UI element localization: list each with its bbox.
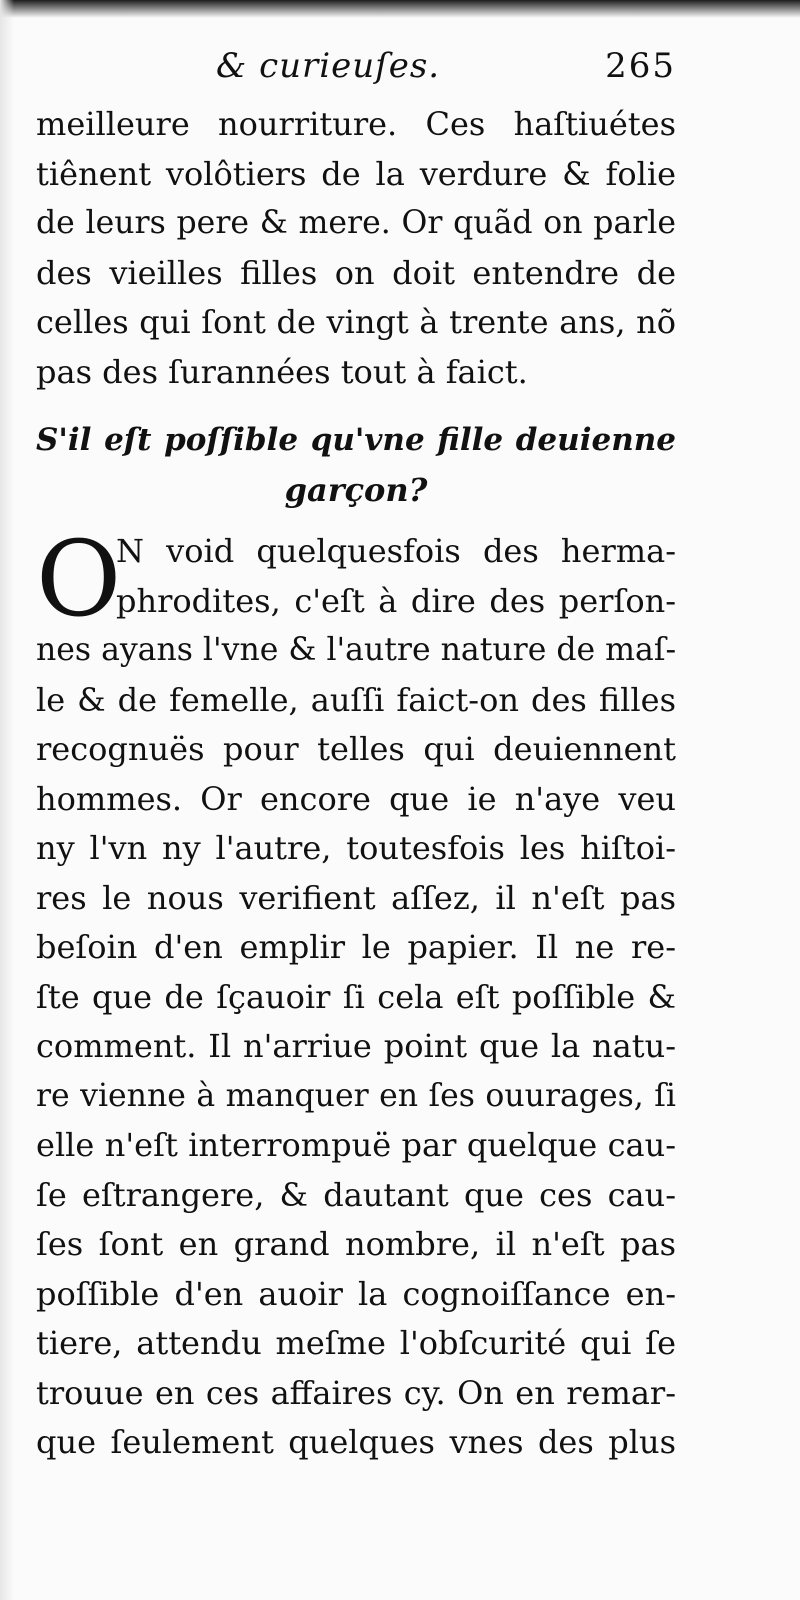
section-heading [36,415,676,515]
text-block [36,40,676,1468]
scan-page-edge [0,0,14,1600]
running-head [36,40,676,100]
text-line: ſe eſtrangere, & dautant que ces cau- [36,1175,676,1214]
text-line: tiênent volôtiers de la verdure & folie [36,154,676,193]
text-line: des vieilles filles on doit entendre de [36,253,676,292]
text-line: pas des ſurannées tout à faict. [36,352,528,391]
heading-line: S'il eſt poſſible qu'vne fille deuienne [36,422,676,458]
text-line: ſes ſont en grand nombre, il n'eſt pas [36,1225,676,1263]
text-line: recognuës pour telles qui deuiennent [36,730,676,768]
text-line: que ſeulement quelques vnes des plus [36,1423,676,1461]
text-line: poſſible d'en auoir la cognoiſſance en- [36,1274,676,1313]
running-title: & curieuſes. [216,46,441,86]
heading-line: garçon? [284,471,428,509]
drop-cap: O [36,518,122,640]
text-line: tiere, attendu meſme l'obſcurité qui ſe [36,1324,676,1362]
text-line: phrodites, c'eſt à dire des perſon- [116,581,676,620]
text-line: trouue en ces affaires cy. On en remar- [36,1373,676,1412]
text-line: nes ayans l'vne & l'autre nature de maſ- [36,632,676,668]
text-line: comment. Il n'arriue point que la natu- [36,1027,676,1065]
continued-text [36,100,676,397]
text-line: celles qui ſont de vingt à trente ans, nõ [36,303,676,341]
text-line: le & de femelle, auſſi faict-on des filles [36,680,676,719]
text-line: elle n'eſt interrompuë par quelque cau- [36,1126,676,1164]
text-line: re vienne à manquer en ſes ouurages, ſi [36,1077,676,1114]
text-line: N void quelquesfois des herma- [116,532,676,570]
text-line: res le nous verifient aſſez, il n'eſt pas [36,878,676,917]
text-line: beſoin d'en emplir le papier. Il ne re- [36,928,676,966]
text-line: ſte que de ſçauoir ſi cela eſt poſſible & [36,977,676,1016]
text-line: hommes. Or encore que ie n'aye veu [36,779,676,818]
body-paragraph [36,518,676,1468]
text-line: de leurs pere & mere. Or quãd on parle [36,205,676,241]
text-line: meilleure nourriture. Ces haſtiuétes [36,105,676,143]
text-line: ny l'vn ny l'autre, toutesfois les hiſtoi- [36,829,676,867]
scan-top-shadow [0,0,800,18]
page-number: 265 [605,46,676,86]
